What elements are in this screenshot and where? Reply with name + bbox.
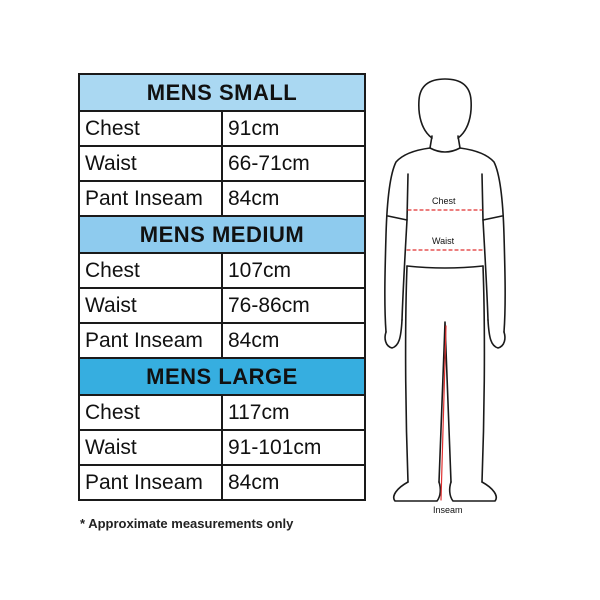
size-chart-table — [78, 73, 366, 501]
shoe-right — [450, 482, 497, 501]
measure-label: Chest — [79, 111, 222, 146]
measure-value: 107cm — [222, 253, 365, 288]
size-title: MENS MEDIUM — [79, 216, 365, 253]
table-row — [79, 111, 365, 146]
hand-right — [488, 320, 505, 348]
size-header-large — [79, 358, 365, 395]
measure-value: 91cm — [222, 111, 365, 146]
size-title: MENS LARGE — [79, 358, 365, 395]
table-row — [79, 430, 365, 465]
hand-left — [385, 320, 402, 348]
measure-value: 84cm — [222, 181, 365, 216]
measure-label: Pant Inseam — [79, 465, 222, 500]
measure-label: Chest — [79, 253, 222, 288]
size-header-medium — [79, 216, 365, 253]
measure-label: Waist — [79, 288, 222, 323]
measure-label: Chest — [79, 395, 222, 430]
table-row — [79, 323, 365, 358]
body-measurement-figure — [375, 70, 515, 520]
measure-label: Waist — [79, 146, 222, 181]
size-header-small — [79, 74, 365, 111]
table-row — [79, 395, 365, 430]
measure-label: Waist — [79, 430, 222, 465]
measure-value: 84cm — [222, 323, 365, 358]
chest-label: Chest — [432, 196, 456, 206]
shirt-hem — [407, 266, 483, 268]
measure-label: Pant Inseam — [79, 181, 222, 216]
table-row — [79, 146, 365, 181]
measure-value: 76-86cm — [222, 288, 365, 323]
footnote: * Approximate measurements only — [80, 516, 294, 531]
inseam-label: Inseam — [433, 505, 463, 515]
table-row — [79, 288, 365, 323]
measure-value: 91-101cm — [222, 430, 365, 465]
side-body-lines — [402, 220, 488, 320]
measure-value: 84cm — [222, 465, 365, 500]
table-row — [79, 253, 365, 288]
head-outline — [419, 79, 471, 138]
waist-label: Waist — [432, 236, 455, 246]
table-row — [79, 465, 365, 500]
size-title: MENS SMALL — [79, 74, 365, 111]
shoe-left — [394, 482, 441, 501]
measure-value: 66-71cm — [222, 146, 365, 181]
neck-outline — [430, 136, 460, 152]
measure-label: Pant Inseam — [79, 323, 222, 358]
table-row — [79, 181, 365, 216]
measure-value: 117cm — [222, 395, 365, 430]
